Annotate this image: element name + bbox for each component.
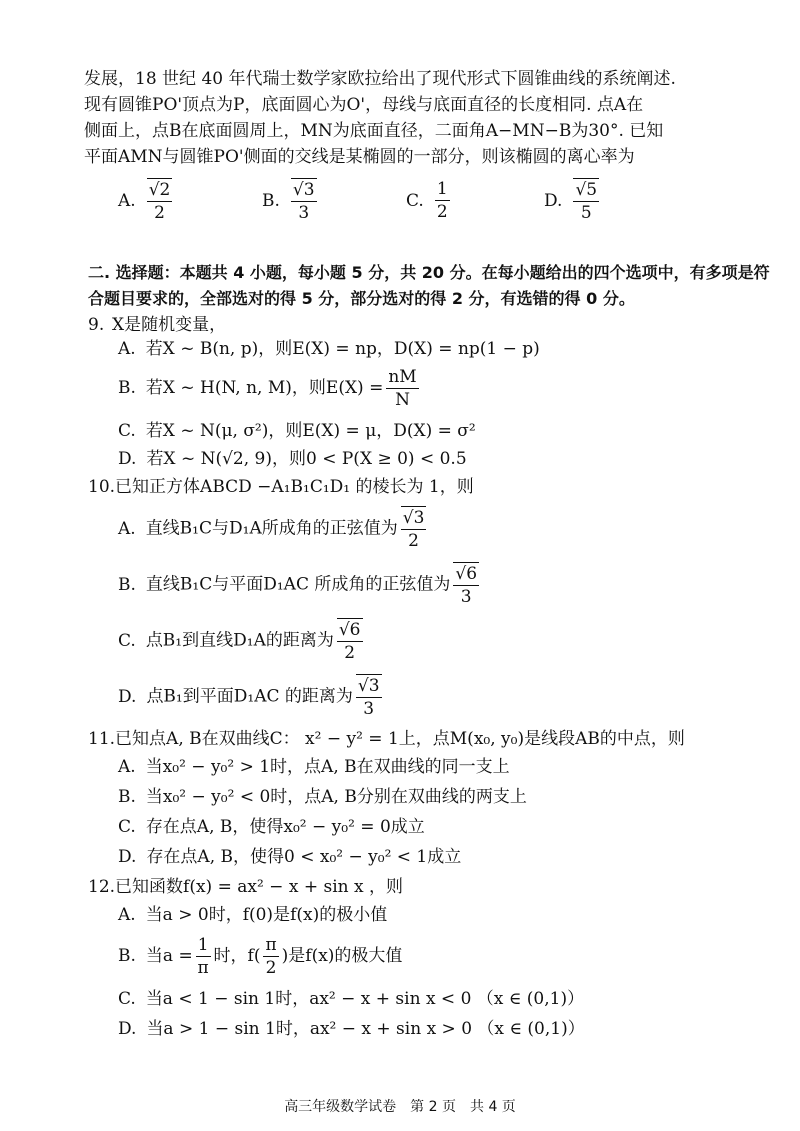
section-2-line-2: 合题目要求的，全部选对的得 5 分，部分选对的得 2 分，有选错的得 0 分。 (88, 289, 635, 308)
q9-option-c: C. 若X ~ N(μ, σ²)，则E(X) = μ，D(X) = σ² (118, 421, 476, 441)
q10-b-fraction: $\frac{√6}{3}$ (455, 564, 478, 607)
q12-option-b: B. 当a = $\frac{1}{\pi}$ 时，f( $\frac{\pi}{2}$ )是f(x)的极大值 (118, 935, 403, 978)
choice-a-fraction: $\frac{√2}{2}$ (148, 180, 171, 223)
q12-option-a: A. 当a > 0时，f(0)是f(x)的极小值 (118, 905, 388, 925)
question-8-stem (84, 66, 774, 170)
section-2-header (88, 260, 778, 312)
question-10-stem: 10.已知正方体ABCD −A₁B₁C₁D₁ 的棱长为 1，则 (88, 477, 474, 497)
q9-option-a: A. 若X ~ B(n, p)，则E(X) = np，D(X) = np(1 − p) (118, 339, 540, 359)
question-12-stem: 12.已知函数f(x) = ax² − x + sin x ，则 (88, 877, 403, 897)
q11-option-c: C. 存在点A, B，使得x₀² − y₀² = 0成立 (118, 817, 425, 837)
q10-option-d: D. 点B₁到平面D₁AC 的距离为 $\frac{√3}{3}$ (118, 676, 380, 719)
q11-option-d: D. 存在点A, B，使得0 < x₀² − y₀² < 1成立 (118, 847, 462, 867)
choice-d-fraction: $\frac{√5}{5}$ (575, 180, 598, 223)
q12-b-fraction-1: $\frac{1}{\pi}$ (197, 935, 209, 978)
stem-line-1: 发展，18 世纪 40 年代瑞士数学家欧拉给出了现代形式下圆锥曲线的系统阐述. (84, 69, 676, 89)
q10-c-fraction: $\frac{√6}{2}$ (338, 620, 361, 663)
q10-d-fraction: $\frac{√3}{3}$ (357, 676, 380, 719)
choice-b: B. $\frac{√3}{3}$ (262, 180, 315, 223)
q9-b-fraction: $\frac{nM}{N}$ (388, 367, 417, 410)
section-2-line-1: 二. 选择题：本题共 4 小题，每小题 5 分，共 20 分。在每小题给出的四个选项中，有多项是符 (88, 263, 770, 282)
q12-b-fraction-2: $\frac{\pi}{2}$ (265, 935, 277, 978)
q12-option-c: C. 当a < 1 − sin 1时，ax² − x + sin x < 0 （x ∈ (0,1)） (118, 989, 585, 1009)
q10-a-fraction: $\frac{√3}{2}$ (402, 508, 425, 551)
question-9-stem: 9. X是随机变量， (88, 315, 227, 335)
q12-option-d: D. 当a > 1 − sin 1时，ax² − x + sin x > 0 （x ∈ (0,1)） (118, 1019, 585, 1039)
choice-b-fraction: $\frac{√3}{3}$ (292, 180, 315, 223)
q11-option-b: B. 当x₀² − y₀² < 0时，点A, B分别在双曲线的两支上 (118, 787, 527, 807)
stem-line-2: 现有圆锥PO'顶点为P，底面圆心为O'，母线与底面直径的长度相同. 点A在 (84, 95, 644, 115)
q10-option-b: B. 直线B₁C与平面D₁AC 所成角的正弦值为 $\frac{√6}{3}$ (118, 564, 478, 607)
q11-option-a: A. 当x₀² − y₀² > 1时，点A, B在双曲线的同一支上 (118, 757, 510, 777)
choice-c-fraction: $\frac{1}{2}$ (436, 179, 448, 222)
q10-option-c: C. 点B₁到直线D₁A的距离为 $\frac{√6}{2}$ (118, 620, 361, 663)
choice-d: D. $\frac{√5}{5}$ (544, 180, 598, 223)
stem-line-3: 侧面上，点B在底面圆周上，MN为底面直径，二面角A−MN−B为30°. 已知 (84, 121, 664, 141)
stem-line-4: 平面AMN与圆锥PO'侧面的交线是某椭圆的一部分，则该椭圆的离心率为 (84, 147, 635, 167)
question-11-stem: 11.已知点A, B在双曲线C： x² − y² = 1上，点M(x₀, y₀)是线段AB的中点，则 (88, 729, 685, 749)
choice-a: A. $\frac{√2}{2}$ (118, 180, 171, 223)
q10-option-a: A. 直线B₁C与D₁A所成角的正弦值为 $\frac{√3}{2}$ (118, 508, 425, 551)
page-footer: 高三年级数学试卷 第 2 页 共 4 页 (284, 1099, 516, 1115)
q9-option-b: B. 若X ~ H(N, n, M)，则E(X) = $\frac{nM}{N}$ (118, 367, 417, 410)
q9-option-d: D. 若X ~ N(√2, 9)，则0 < P(X ≥ 0) < 0.5 (118, 449, 467, 469)
choice-c: C. $\frac{1}{2}$ (406, 179, 448, 222)
